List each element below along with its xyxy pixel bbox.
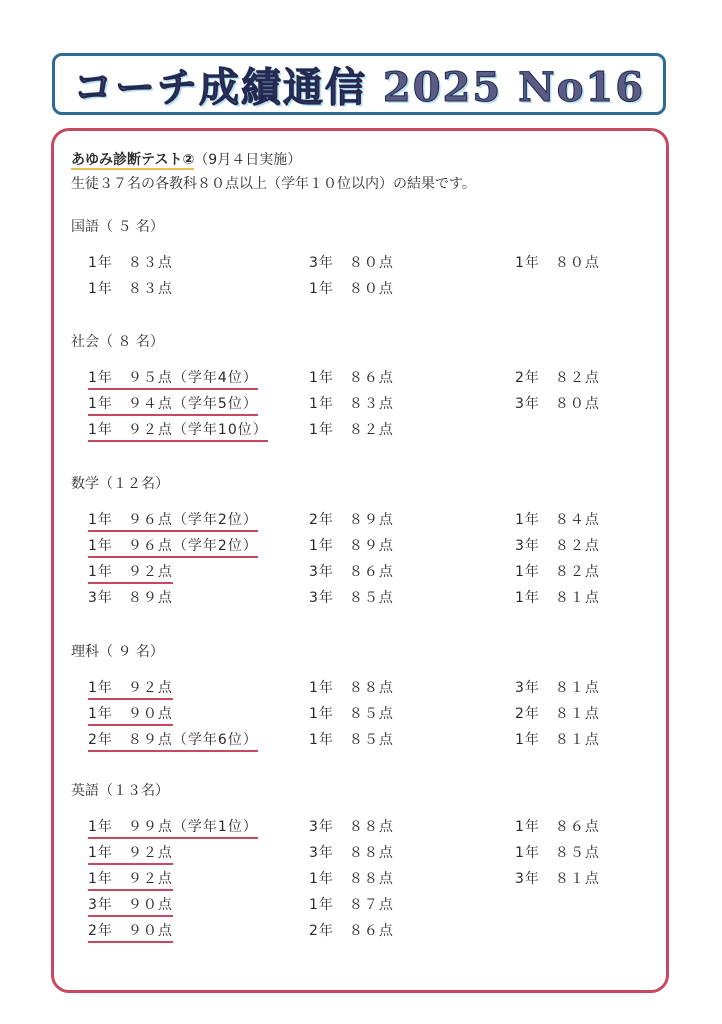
score-entry: 2年 ８９点 bbox=[309, 512, 394, 528]
section-heading: 国語（ ５ 名） bbox=[71, 219, 164, 235]
score-entry: 3年 ８６点 bbox=[309, 564, 394, 580]
score-entry: 1年 ８２点 bbox=[309, 422, 394, 438]
score-entry: 1年 ９２点 bbox=[88, 561, 173, 584]
score-entry: 2年 ８６点 bbox=[309, 923, 394, 939]
score-entry: 2年 ８１点 bbox=[515, 706, 600, 722]
score-entry: 3年 ８５点 bbox=[309, 590, 394, 606]
score-entry: 1年 ８１点 bbox=[515, 732, 600, 748]
score-entry: 1年 ８４点 bbox=[515, 512, 600, 528]
score-entry: 1年 ８８点 bbox=[309, 680, 394, 696]
score-entry: 3年 ８１点 bbox=[515, 680, 600, 696]
score-entry: 1年 ９６点（学年2位） bbox=[88, 509, 258, 532]
score-entry: 1年 ９２点 bbox=[88, 677, 173, 700]
score-entry: 1年 ８５点 bbox=[515, 845, 600, 861]
section-heading: 理科（ ９ 名） bbox=[71, 644, 164, 660]
score-entry: 1年 ９６点（学年2位） bbox=[88, 535, 258, 558]
section-heading: 数学（１２名） bbox=[71, 476, 169, 492]
score-entry: 1年 ８３点 bbox=[309, 396, 394, 412]
score-entry: 1年 ８７点 bbox=[309, 897, 394, 913]
score-entry: 1年 ８８点 bbox=[309, 871, 394, 887]
score-entry: 1年 ８３点 bbox=[88, 255, 173, 271]
score-entry: 1年 ８３点 bbox=[88, 281, 173, 297]
score-entry: 2年 ８９点（学年6位） bbox=[88, 729, 258, 752]
test-title-line bbox=[71, 149, 301, 169]
score-entry: 1年 ８６点 bbox=[309, 370, 394, 386]
score-entry: 1年 ９０点 bbox=[88, 703, 173, 726]
newsletter-title-box bbox=[52, 53, 666, 115]
score-entry: 3年 ９０点 bbox=[88, 894, 173, 917]
score-entry: 1年 ９９点（学年1位） bbox=[88, 816, 258, 839]
score-entry: 1年 ８２点 bbox=[515, 564, 600, 580]
score-entry: 1年 ８５点 bbox=[309, 732, 394, 748]
score-entry: 3年 ８２点 bbox=[515, 538, 600, 554]
score-entry: 3年 ８１点 bbox=[515, 871, 600, 887]
section-heading: 社会（ ８ 名） bbox=[71, 334, 164, 350]
score-entry: 2年 ８２点 bbox=[515, 370, 600, 386]
score-entry: 1年 ９２点 bbox=[88, 842, 173, 865]
newsletter-title: コーチ成績通信 2025 No16 bbox=[72, 63, 646, 111]
score-entry: 3年 ８０点 bbox=[309, 255, 394, 271]
score-entry: 3年 ８０点 bbox=[515, 396, 600, 412]
score-entry: 1年 ８０点 bbox=[515, 255, 600, 271]
score-entry: 1年 ８０点 bbox=[309, 281, 394, 297]
score-entry: 1年 ９２点 bbox=[88, 868, 173, 891]
score-entry: 3年 ８８点 bbox=[309, 845, 394, 861]
score-entry: 1年 ９４点（学年5位） bbox=[88, 393, 258, 416]
score-entry: 3年 ８９点 bbox=[88, 590, 173, 606]
score-entry: 1年 ８９点 bbox=[309, 538, 394, 554]
score-entry: 2年 ９０点 bbox=[88, 920, 173, 943]
score-entry: 1年 ８１点 bbox=[515, 590, 600, 606]
score-entry: 1年 ９２点（学年10位） bbox=[88, 419, 268, 442]
test-date: （9月４日実施） bbox=[194, 152, 302, 168]
score-entry: 1年 ８５点 bbox=[309, 706, 394, 722]
intro-description: 生徒３７名の各教科８０点以上（学年１０位以内）の結果です。 bbox=[71, 176, 476, 192]
section-heading: 英語（１３名） bbox=[71, 783, 169, 799]
test-name: あゆみ診断テスト② bbox=[71, 152, 195, 168]
score-entry: 1年 ８６点 bbox=[515, 819, 600, 835]
score-entry: 1年 ９５点（学年4位） bbox=[88, 367, 258, 390]
score-entry: 3年 ８８点 bbox=[309, 819, 394, 835]
